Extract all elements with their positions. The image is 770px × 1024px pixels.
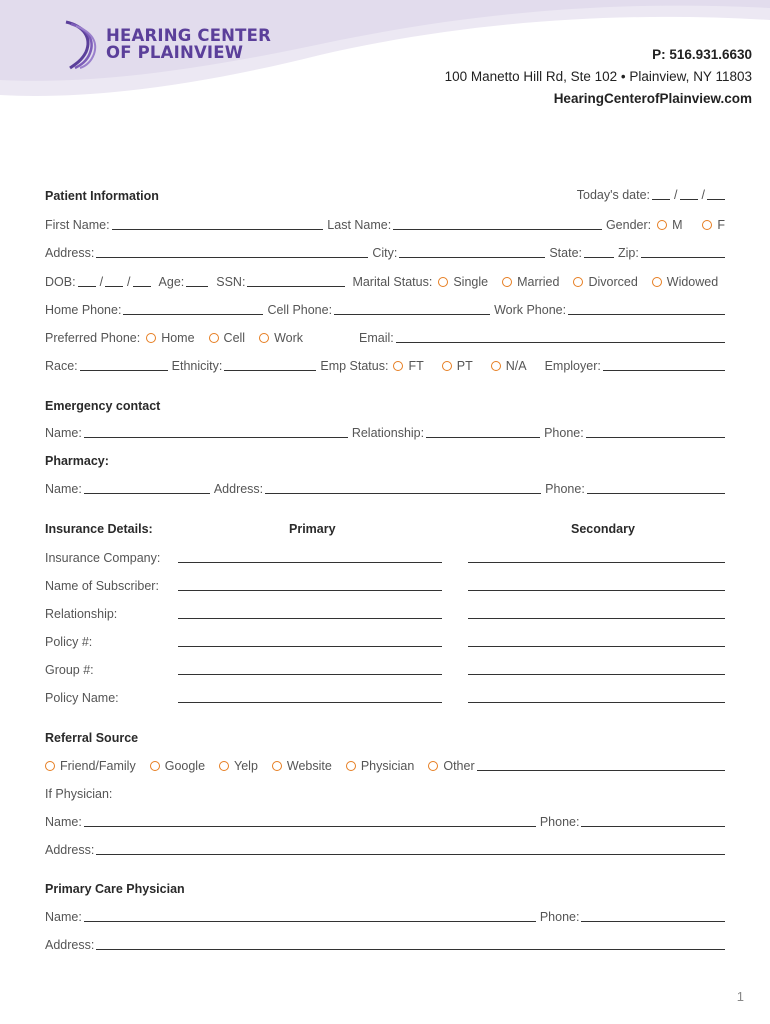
policy-name-primary-field[interactable] <box>178 702 442 703</box>
emp-na-option[interactable]: N/A <box>491 359 527 373</box>
referral-name-label: Name: <box>45 815 82 829</box>
radio-icon <box>219 761 229 771</box>
pcp-title: Primary Care Physician <box>45 882 185 896</box>
preferred-phone-row <box>45 329 725 345</box>
cell-phone-label: Cell Phone: <box>267 303 333 317</box>
pcp-phone-label: Phone: <box>539 910 580 924</box>
subscriber-secondary-field[interactable] <box>468 590 725 591</box>
if-physician-row <box>45 785 725 801</box>
emp-pt-option[interactable]: PT <box>442 359 473 373</box>
marital-single-option[interactable]: Single <box>438 275 488 289</box>
referral-other-option[interactable]: Other <box>428 759 474 773</box>
pharmacy-name-field[interactable] <box>84 482 210 494</box>
referral-options-row <box>45 757 725 773</box>
insurance-relationship-row <box>45 605 725 621</box>
dob-month-field[interactable] <box>78 275 96 287</box>
referral-phone-field[interactable] <box>581 815 725 827</box>
todays-date-label: Today's date: <box>576 188 651 202</box>
radio-icon <box>146 333 156 343</box>
emergency-phone-label: Phone: <box>544 426 584 440</box>
logo-line-2: OF PLAINVIEW <box>106 43 244 62</box>
referral-address-row <box>45 841 725 857</box>
referral-name-field[interactable] <box>84 815 536 827</box>
pcp-name-row <box>45 908 725 924</box>
dob-day-field[interactable] <box>105 275 123 287</box>
email-field[interactable] <box>396 331 725 343</box>
ethnicity-field[interactable] <box>224 359 316 371</box>
last-name-label: Last Name: <box>327 218 392 232</box>
radio-icon <box>346 761 356 771</box>
first-name-label: First Name: <box>45 218 110 232</box>
state-label: State: <box>549 246 583 260</box>
name-row <box>45 216 725 232</box>
address-label: Address: <box>45 246 95 260</box>
dob-row: DOB: / / Age: SSN: Marital Status: Single Married Divorced Widowed <box>45 275 719 289</box>
preferred-work-option[interactable]: Work <box>259 331 303 345</box>
insurance-title: Insurance Details: <box>45 522 153 536</box>
referral-address-field[interactable] <box>96 843 725 855</box>
radio-icon <box>442 361 452 371</box>
referral-name-row <box>45 813 725 829</box>
insurance-row-label: Insurance Company: <box>45 551 161 565</box>
insurance-row-label: Policy Name: <box>45 691 119 705</box>
emp-status-label: Emp Status: <box>320 359 389 373</box>
employer-label: Employer: <box>544 359 601 373</box>
city-field[interactable] <box>399 246 545 258</box>
cell-phone-field[interactable] <box>334 303 490 315</box>
radio-icon <box>393 361 403 371</box>
contact-website: HearingCenterofPlainview.com <box>553 91 752 106</box>
preferred-phone-label: Preferred Phone: <box>45 331 141 345</box>
age-label: Age: <box>158 275 185 289</box>
emergency-title: Emergency contact <box>45 399 161 413</box>
pharmacy-address-label: Address: <box>213 482 264 496</box>
if-physician-label: If Physician: <box>45 787 113 801</box>
referral-title: Referral Source <box>45 731 139 745</box>
state-field[interactable] <box>584 246 614 258</box>
race-row <box>45 357 725 373</box>
referral-yelp-option[interactable]: Yelp <box>219 759 258 773</box>
policy-number-primary-field[interactable] <box>178 646 442 647</box>
home-phone-label: Home Phone: <box>45 303 122 317</box>
emergency-row <box>45 424 725 440</box>
phones-row <box>45 301 725 317</box>
insurance-secondary-header: Secondary <box>571 522 635 536</box>
radio-icon <box>438 277 448 287</box>
race-label: Race: <box>45 359 78 373</box>
subscriber-primary-field[interactable] <box>178 590 442 591</box>
group-number-primary-field[interactable] <box>178 674 442 675</box>
employer-field[interactable] <box>603 359 725 371</box>
pharmacy-row <box>45 480 725 496</box>
dob-year-field[interactable] <box>133 275 151 287</box>
page-number: 1 <box>736 989 744 1004</box>
pharmacy-name-label: Name: <box>45 482 82 496</box>
radio-icon <box>573 277 583 287</box>
radio-icon <box>259 333 269 343</box>
race-field[interactable] <box>80 359 168 371</box>
pcp-address-field[interactable] <box>96 938 725 950</box>
insurance-company-primary-field[interactable] <box>178 562 442 563</box>
emergency-name-label: Name: <box>45 426 82 440</box>
relationship-secondary-field[interactable] <box>468 618 725 619</box>
referral-friend-option[interactable]: Friend/Family <box>45 759 136 773</box>
pharmacy-phone-label: Phone: <box>545 482 585 496</box>
radio-icon <box>702 220 712 230</box>
policy-number-row <box>45 633 725 649</box>
policy-name-row <box>45 689 725 705</box>
marital-married-option[interactable]: Married <box>502 275 559 289</box>
policy-name-secondary-field[interactable] <box>468 702 725 703</box>
address-field[interactable] <box>96 246 368 258</box>
email-label: Email: <box>359 331 394 345</box>
pcp-address-row <box>45 936 725 952</box>
pcp-phone-field[interactable] <box>581 910 725 922</box>
marital-widowed-option[interactable]: Widowed <box>652 275 718 289</box>
radio-icon <box>491 361 501 371</box>
date-day-field[interactable] <box>680 188 698 200</box>
ssn-field[interactable] <box>247 275 345 287</box>
contact-address: 100 Manetto Hill Rd, Ste 102 • Plainview, NY 11803 <box>444 69 752 84</box>
group-number-secondary-field[interactable] <box>468 674 725 675</box>
radio-icon <box>209 333 219 343</box>
contact-phone: P: 516.931.6630 <box>652 47 752 62</box>
referral-google-option[interactable]: Google <box>150 759 205 773</box>
date-month-field[interactable] <box>652 188 670 200</box>
home-phone-field[interactable] <box>123 303 263 315</box>
insurance-company-row <box>45 549 725 565</box>
city-label: City: <box>372 246 398 260</box>
pcp-name-field[interactable] <box>84 910 536 922</box>
pharmacy-phone-field[interactable] <box>587 482 725 494</box>
gender-f-option[interactable]: F <box>702 218 725 232</box>
referral-physician-option[interactable]: Physician <box>346 759 415 773</box>
pharmacy-title: Pharmacy: <box>45 454 109 468</box>
radio-icon <box>45 761 55 771</box>
referral-other-field[interactable] <box>477 759 725 771</box>
emergency-relationship-field[interactable] <box>426 426 540 438</box>
patient-info-title: Patient Information <box>45 189 159 203</box>
insurance-row-label: Policy #: <box>45 635 93 649</box>
preferred-cell-option[interactable]: Cell <box>209 331 246 345</box>
policy-number-secondary-field[interactable] <box>468 646 725 647</box>
pcp-name-label: Name: <box>45 910 82 924</box>
pcp-address-label: Address: <box>45 938 95 952</box>
insurance-row-label: Group #: <box>45 663 94 677</box>
logo-line-1: HEARING CENTER <box>106 26 272 45</box>
first-name-field[interactable] <box>112 218 324 230</box>
pharmacy-address-field[interactable] <box>265 482 541 494</box>
subscriber-row <box>45 577 725 593</box>
emp-ft-option[interactable]: FT <box>393 359 423 373</box>
logo-text <box>106 27 271 61</box>
last-name-field[interactable] <box>393 218 602 230</box>
radio-icon <box>428 761 438 771</box>
ethnicity-label: Ethnicity: <box>171 359 223 373</box>
marital-divorced-option[interactable]: Divorced <box>573 275 637 289</box>
referral-website-option[interactable]: Website <box>272 759 332 773</box>
preferred-home-option[interactable]: Home <box>146 331 194 345</box>
gender-label: Gender: <box>605 218 652 232</box>
insurance-company-secondary-field[interactable] <box>468 562 725 563</box>
ssn-label: SSN: <box>216 275 246 289</box>
relationship-primary-field[interactable] <box>178 618 442 619</box>
zip-field[interactable] <box>641 246 725 258</box>
emergency-phone-field[interactable] <box>586 426 725 438</box>
insurance-row-label: Name of Subscriber: <box>45 579 159 593</box>
zip-label: Zip: <box>618 246 639 260</box>
address-row <box>45 244 725 260</box>
group-number-row <box>45 661 725 677</box>
logo-swirl-icon <box>62 18 106 70</box>
age-field[interactable] <box>186 275 208 287</box>
insurance-row-label: Relationship: <box>45 607 118 621</box>
radio-icon <box>272 761 282 771</box>
todays-date-row: Today's date: / / <box>45 186 725 202</box>
date-year-field[interactable] <box>707 188 725 200</box>
work-phone-label: Work Phone: <box>494 303 567 317</box>
radio-icon <box>502 277 512 287</box>
referral-address-label: Address: <box>45 843 95 857</box>
radio-icon <box>652 277 662 287</box>
company-logo <box>62 18 282 70</box>
dob-label: DOB: <box>45 275 76 289</box>
referral-phone-label: Phone: <box>539 815 580 829</box>
radio-icon <box>657 220 667 230</box>
gender-m-option[interactable]: M <box>657 218 682 232</box>
emergency-name-field[interactable] <box>84 426 348 438</box>
work-phone-field[interactable] <box>568 303 725 315</box>
marital-label: Marital Status: <box>352 275 433 289</box>
radio-icon <box>150 761 160 771</box>
emergency-relationship-label: Relationship: <box>351 426 425 440</box>
insurance-primary-header: Primary <box>289 522 336 536</box>
contact-block <box>445 44 752 110</box>
